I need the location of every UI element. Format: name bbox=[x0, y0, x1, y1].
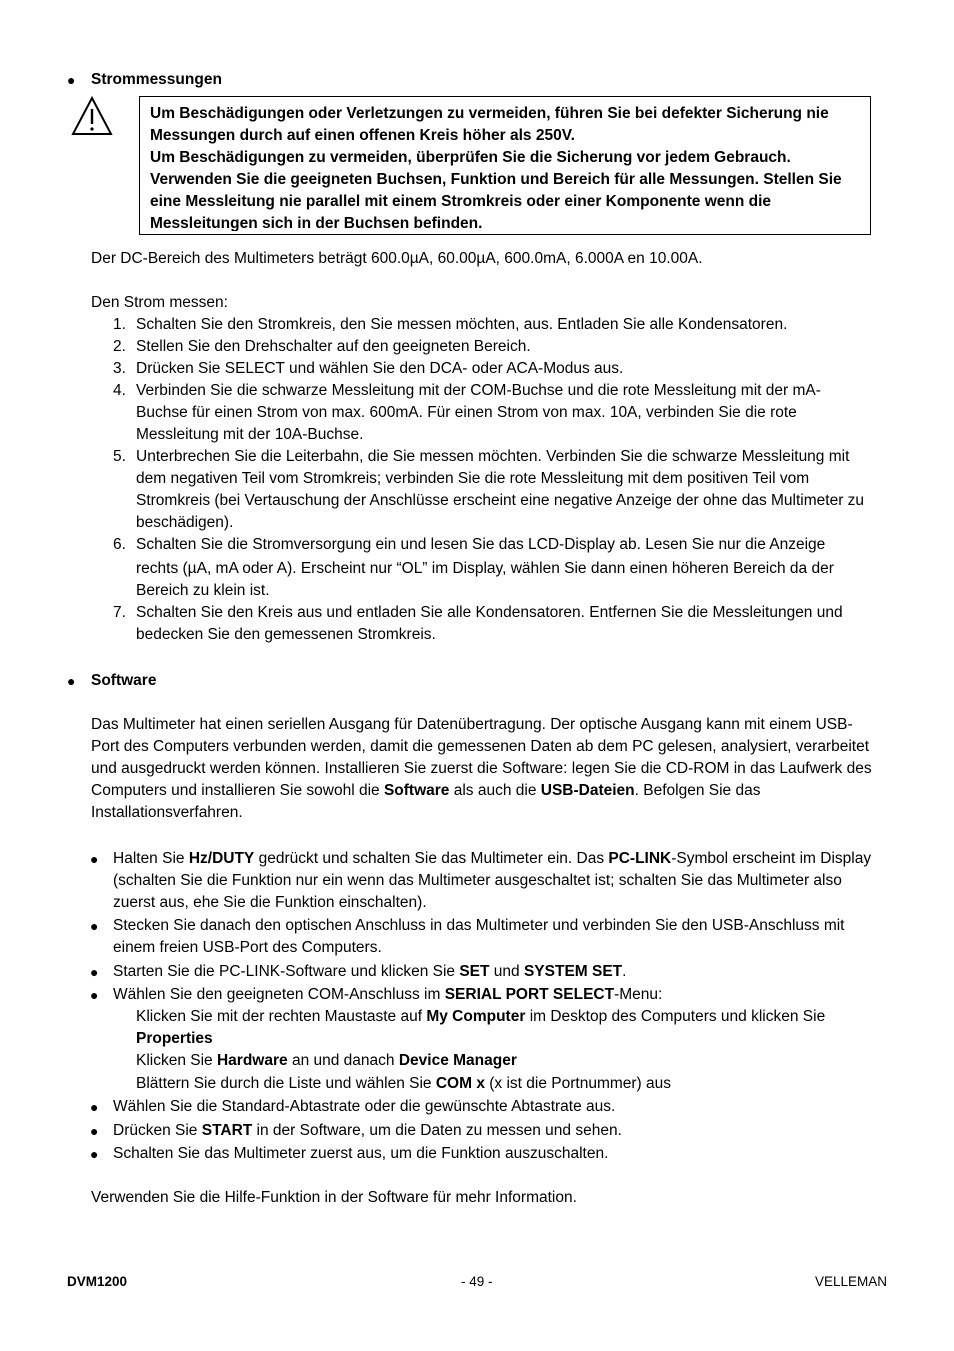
bullet-text: zuerst aus, ehe Sie die Funktion einschalten). bbox=[113, 894, 427, 911]
paragraph-line: Port des Computers verbunden werden, damit die gemessenen Daten ab dem PC gelesen, analysiert, verarbeitet bbox=[91, 738, 870, 755]
text-span: Computers und installieren Sie sowohl die bbox=[91, 782, 384, 799]
text-span: Klicken Sie bbox=[136, 1052, 217, 1069]
paragraph-line bbox=[91, 780, 760, 802]
step-number: 6. bbox=[113, 536, 126, 553]
bullet-dot: ● bbox=[90, 1099, 99, 1115]
footer-page-number: - 49 - bbox=[461, 1274, 493, 1289]
text-span: an und danach bbox=[287, 1052, 399, 1069]
warning-line: Verwenden Sie die geeigneten Buchsen, Funktion und Bereich für alle Messungen. Stellen Sie bbox=[150, 171, 842, 188]
warning-line: Um Beschädigungen oder Verletzungen zu vermeiden, führen Sie bei defekter Sicherung nie bbox=[150, 105, 829, 122]
bold-pc-link: PC-LINK bbox=[608, 850, 672, 867]
step-text: Bereich zu klein ist. bbox=[136, 582, 270, 599]
bullet-dot: ● bbox=[90, 918, 99, 934]
bullet-dot: ● bbox=[90, 987, 99, 1003]
measure-intro: Den Strom messen: bbox=[91, 294, 228, 311]
bullet-text bbox=[113, 984, 662, 1006]
text-span: Klicken Sie mit der rechten Maustaste auf bbox=[136, 1008, 427, 1025]
bullet-dot: ● bbox=[67, 673, 76, 689]
text-span: im Desktop des Computers und klicken Sie bbox=[525, 1008, 826, 1025]
text-span: Halten Sie bbox=[113, 850, 189, 867]
bold-usb-dateien: USB-Dateien bbox=[540, 782, 635, 799]
text-span: als auch die bbox=[449, 782, 541, 799]
step-text: Buchse für einen Strom von max. 600mA. Für einen Strom von max. 10A, verbinden Sie die rote bbox=[136, 404, 797, 421]
bold-software: Software bbox=[383, 782, 450, 799]
text-span: und bbox=[489, 963, 524, 980]
text-span: gedrückt und schalten Sie das Multimeter ein. Das bbox=[254, 850, 609, 867]
step-text: Schalten Sie den Stromkreis, den Sie messen möchten, aus. Entladen Sie alle Kondensatoren. bbox=[136, 316, 788, 333]
step-text: Drücken Sie SELECT und wählen Sie den DCA- oder ACA-Modus aus. bbox=[136, 360, 624, 377]
warning-line: Um Beschädigungen zu vermeiden, überprüfen Sie die Sicherung vor jedem Gebrauch. bbox=[150, 149, 791, 166]
footer-brand: VELLEMAN bbox=[815, 1274, 888, 1289]
bullet-dot: ● bbox=[90, 1123, 99, 1139]
step-number: 5. bbox=[113, 448, 126, 465]
bold-set: SET bbox=[459, 963, 490, 980]
bullet-text bbox=[113, 848, 871, 870]
step-text: Unterbrechen Sie die Leiterbahn, die Sie messen möchten. Verbinden Sie die schwarze Messleitung mit bbox=[136, 448, 850, 465]
bold-device-manager: Device Manager bbox=[398, 1052, 517, 1069]
bullet-text: (schalten Sie die Funktion nur ein wenn das Multimeter ausgeschaltet ist; schalten Sie das Multimeter also bbox=[113, 872, 842, 889]
bold-my-computer: My Computer bbox=[426, 1008, 526, 1025]
bold-com-x: COM x bbox=[435, 1075, 485, 1092]
step-text: Verbinden Sie die schwarze Messleitung mit der COM-Buchse und die rote Messleitung mit der mA- bbox=[136, 382, 821, 399]
step-text: Stellen Sie den Drehschalter auf den geeigneten Bereich. bbox=[136, 338, 531, 355]
text-span: (x ist die Portnummer) aus bbox=[484, 1075, 672, 1092]
bullet-text bbox=[113, 1120, 622, 1142]
text-span: Starten Sie die PC-LINK-Software und klicken Sie bbox=[113, 963, 460, 980]
bullet-dot: ● bbox=[90, 851, 99, 867]
bullet-dot: ● bbox=[67, 72, 76, 88]
warning-line: Messungen durch auf einen offenen Kreis höher als 250V. bbox=[150, 127, 575, 144]
bold-serial-port-select: SERIAL PORT SELECT bbox=[444, 986, 615, 1003]
bullet-text: einem freien USB-Port des Computers. bbox=[113, 939, 382, 956]
paragraph-line: Das Multimeter hat einen seriellen Ausgang für Datenübertragung. Der optische Ausgang kann mit einem USB- bbox=[91, 716, 853, 733]
section-heading-software: Software bbox=[91, 672, 157, 689]
warning-line: eine Messleitung nie parallel mit einem Stromkreis oder einer Komponente wenn die bbox=[150, 193, 772, 210]
warning-line: Messleitungen sich in der Buchsen befinden. bbox=[150, 215, 483, 231]
sub-instruction bbox=[136, 1006, 825, 1028]
sub-instruction bbox=[136, 1073, 671, 1095]
step-text: Stromkreis (bei Vertauschung der Anschlüsse erscheint eine negative Anzeige der ohne das Multimeter zu bbox=[136, 492, 865, 509]
text-span: -Menu: bbox=[614, 986, 663, 1003]
text-span: in der Software, um die Daten zu messen und sehen. bbox=[252, 1122, 622, 1139]
step-number: 4. bbox=[113, 382, 126, 399]
text-span: Drücken Sie bbox=[113, 1122, 202, 1139]
text-span: . Befolgen Sie das bbox=[634, 782, 761, 799]
step-text: Messleitung mit der 10A-Buchse. bbox=[136, 426, 364, 443]
bold-start: START bbox=[201, 1122, 253, 1139]
closing-text: Verwenden Sie die Hilfe-Funktion in der Software für mehr Information. bbox=[91, 1189, 577, 1206]
step-number: 7. bbox=[113, 604, 126, 621]
step-number: 2. bbox=[113, 338, 126, 355]
bullet-text bbox=[113, 961, 626, 983]
text-span: -Symbol erscheint im Display bbox=[671, 850, 872, 867]
paragraph-line: und ausgedruckt werden können. Installieren Sie zuerst die Software: legen Sie die CD-ROM in das Laufwerk des bbox=[91, 760, 872, 777]
footer-model: DVM1200 bbox=[67, 1274, 128, 1289]
text-span: . bbox=[622, 963, 627, 980]
bold-system-set: SYSTEM SET bbox=[523, 963, 623, 980]
warning-triangle-icon bbox=[71, 95, 113, 137]
step-text: bedecken Sie den gemessenen Stromkreis. bbox=[136, 626, 436, 643]
step-text: Schalten Sie die Stromversorgung ein und lesen Sie das LCD-Display ab. Lesen Sie nur die Anzeige bbox=[136, 536, 826, 553]
sub-instruction bbox=[136, 1050, 517, 1072]
step-text: Schalten Sie den Kreis aus und entladen Sie alle Kondensatoren. Entfernen Sie die Messleitungen und bbox=[136, 604, 843, 621]
bold-hardware: Hardware bbox=[216, 1052, 288, 1069]
text-span: Blättern Sie durch die Liste und wählen Sie bbox=[136, 1075, 436, 1092]
bold-hz-duty: Hz/DUTY bbox=[188, 850, 255, 867]
bullet-text: Schalten Sie das Multimeter zuerst aus, um die Funktion auszuschalten. bbox=[113, 1145, 609, 1162]
step-text: beschädigen). bbox=[136, 514, 234, 531]
text-span: Wählen Sie den geeigneten COM-Anschluss im bbox=[113, 986, 445, 1003]
step-text: dem negativen Teil vom Stromkreis; verbinden Sie die rote Messleitung mit dem positiven Teil vom bbox=[136, 470, 810, 487]
bold-properties: Properties bbox=[136, 1030, 213, 1047]
step-number: 3. bbox=[113, 360, 126, 377]
warning-box bbox=[139, 96, 871, 235]
dc-range-text: Der DC-Bereich des Multimeters beträgt 600.0µA, 60.00µA, 600.0mA, 6.000A en 10.00A. bbox=[91, 250, 703, 267]
bullet-dot: ● bbox=[90, 1146, 99, 1162]
step-number: 1. bbox=[113, 316, 126, 333]
bullet-dot: ● bbox=[90, 964, 99, 980]
section-heading-strommessungen: Strommessungen bbox=[91, 71, 222, 88]
paragraph-line: Installationsverfahren. bbox=[91, 804, 243, 821]
step-text: rechts (µA, mA oder A). Erscheint nur “OL” im Display, wählen Sie dann einen höheren Bereich da der bbox=[136, 560, 834, 577]
bullet-text: Wählen Sie die Standard-Abtastrate oder die gewünschte Abtastrate aus. bbox=[113, 1098, 616, 1115]
bullet-text: Stecken Sie danach den optischen Anschluss in das Multimeter und verbinden Sie den USB-Anschluss mit bbox=[113, 917, 845, 934]
